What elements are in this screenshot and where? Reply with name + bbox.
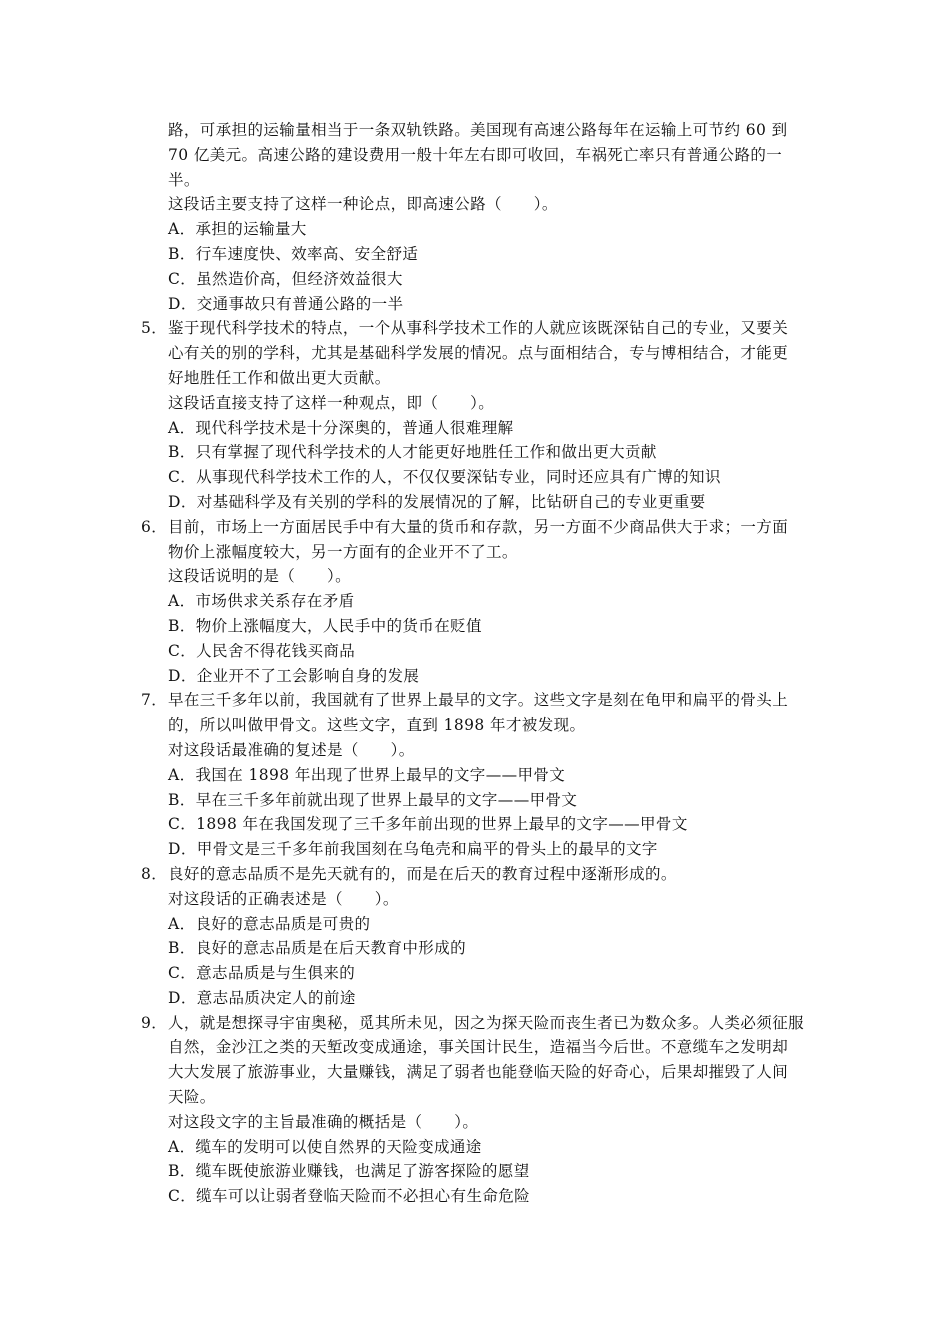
passage-line: 8． 良好的意志品质不是先天就有的，而是在后天的教育过程中逐渐形成的。	[0, 862, 950, 887]
passage-line: 的，所以叫做甲骨文。这些文字，直到 1898 年才被发现。	[168, 716, 586, 735]
option-b: B．只有掌握了现代科学技术的人才能更好地胜任工作和做出更大贡献	[168, 443, 657, 462]
option-c: C．1898 年在我国发现了三千多年前出现的世界上最早的文字——甲骨文	[168, 815, 688, 834]
question-block-8	[0, 862, 950, 1011]
option-c: C．虽然造价高，但经济效益很大	[168, 269, 403, 288]
option-d: D．对基础科学及有关别的学科的发展情况的了解，比钻研自己的专业更重要	[168, 492, 706, 511]
option-d: D．企业开不了工会影响自身的发展	[168, 666, 420, 685]
question-block-4	[0, 118, 950, 316]
passage-line: 5． 鉴于现代科学技术的特点，一个从事科学技术工作的人就应该既深钻自己的专业，又要关	[0, 316, 950, 341]
question-block-6	[0, 515, 950, 689]
document-page	[0, 118, 950, 1209]
question-prompt: 对这段话最准确的复述是（ ）。	[168, 740, 415, 759]
question-block-7	[0, 688, 950, 862]
option-c: C．缆车可以让弱者登临天险而不必担心有生命危险	[168, 1187, 531, 1206]
question-prompt: 对这段话的正确表述是（ ）。	[168, 889, 399, 908]
question-number: 7．	[141, 691, 168, 710]
option-a: A．我国在 1898 年出现了世界上最早的文字——甲骨文	[168, 765, 566, 784]
passage-line: 6． 目前，市场上一方面居民手中有大量的货币和存款，另一方面不少商品供大于求；一方面	[0, 515, 950, 540]
option-a: A．市场供求关系存在矛盾	[168, 592, 355, 611]
passage-line: 物价上涨幅度较大，另一方面有的企业开不了工。	[168, 542, 518, 561]
question-prompt: 这段话主要支持了这样一种论点，即高速公路（ ）。	[168, 195, 558, 214]
passage-line: 大大发展了旅游事业，大量赚钱，满足了弱者也能登临天险的好奇心，后果却摧毁了人间	[168, 1063, 789, 1082]
question-number: 8．	[141, 864, 168, 883]
passage-line: 心有关的别的学科，尤其是基础科学发展的情况。点与面相结合，专与博相结合，才能更	[168, 344, 789, 363]
option-b: B．良好的意志品质是在后天教育中形成的	[168, 939, 466, 958]
question-prompt: 这段话说明的是（ ）。	[168, 567, 352, 586]
passage-line: 半。	[168, 170, 200, 189]
question-number: 9．	[141, 1013, 168, 1032]
passage-line: 路，可承担的运输量相当于一条双轨铁路。美国现有高速公路每年在运输上可节约 60 到	[168, 121, 788, 139]
question-prompt: 这段话直接支持了这样一种观点，即（ ）。	[168, 393, 495, 412]
passage-line: 9． 人，就是想探寻宇宙奥秘，觅其所未见，因之为探天险而丧生者已为数众多。人类必须征服	[0, 1011, 950, 1036]
question-block-9	[0, 1011, 950, 1209]
passage-line: 好地胜任工作和做出更大贡献。	[168, 368, 391, 387]
option-c: C．人民舍不得花钱买商品	[168, 641, 356, 660]
question-prompt: 对这段文字的主旨最准确的概括是（ ）。	[168, 1112, 479, 1131]
option-b: B．行车速度快、效率高、安全舒适	[168, 244, 419, 263]
option-d: D．甲骨文是三千多年前我国刻在乌龟壳和扁平的骨头上的最早的文字	[168, 840, 658, 859]
passage-line: 自然，金沙江之类的天堑改变成通途，事关国计民生，造福当今后世。不意缆车之发明却	[168, 1038, 789, 1057]
option-a: A．现代科学技术是十分深奥的，普通人很难理解	[168, 418, 514, 437]
option-b: B．缆车既使旅游业赚钱，也满足了游客探险的愿望	[168, 1162, 530, 1181]
question-block-5	[0, 316, 950, 514]
option-a: A．缆车的发明可以使自然界的天险变成通途	[168, 1137, 482, 1156]
question-number: 5．	[141, 319, 168, 338]
option-b: B．物价上涨幅度大，人民手中的货币在贬值	[168, 616, 482, 635]
option-c: C．意志品质是与生俱来的	[168, 964, 356, 983]
option-a: A．承担的运输量大	[168, 220, 307, 239]
question-number: 6．	[141, 517, 168, 536]
option-a: A．良好的意志品质是可贵的	[168, 914, 371, 933]
passage-line: 7． 早在三千多年以前，我国就有了世界上最早的文字。这些文字是刻在龟甲和扁平的骨头上	[0, 688, 950, 713]
option-c: C．从事现代科学技术工作的人，不仅仅要深钻专业，同时还应具有广博的知识	[168, 468, 721, 487]
option-d: D．意志品质决定人的前途	[168, 988, 356, 1007]
passage-line: 天险。	[168, 1088, 216, 1107]
passage-line: 70 亿美元。高速公路的建设费用一般十年左右即可收回，车祸死亡率只有普通公路的一	[168, 145, 783, 164]
option-b: B．早在三千多年前就出现了世界上最早的文字——甲骨文	[168, 790, 578, 809]
option-d: D．交通事故只有普通公路的一半	[168, 294, 404, 313]
